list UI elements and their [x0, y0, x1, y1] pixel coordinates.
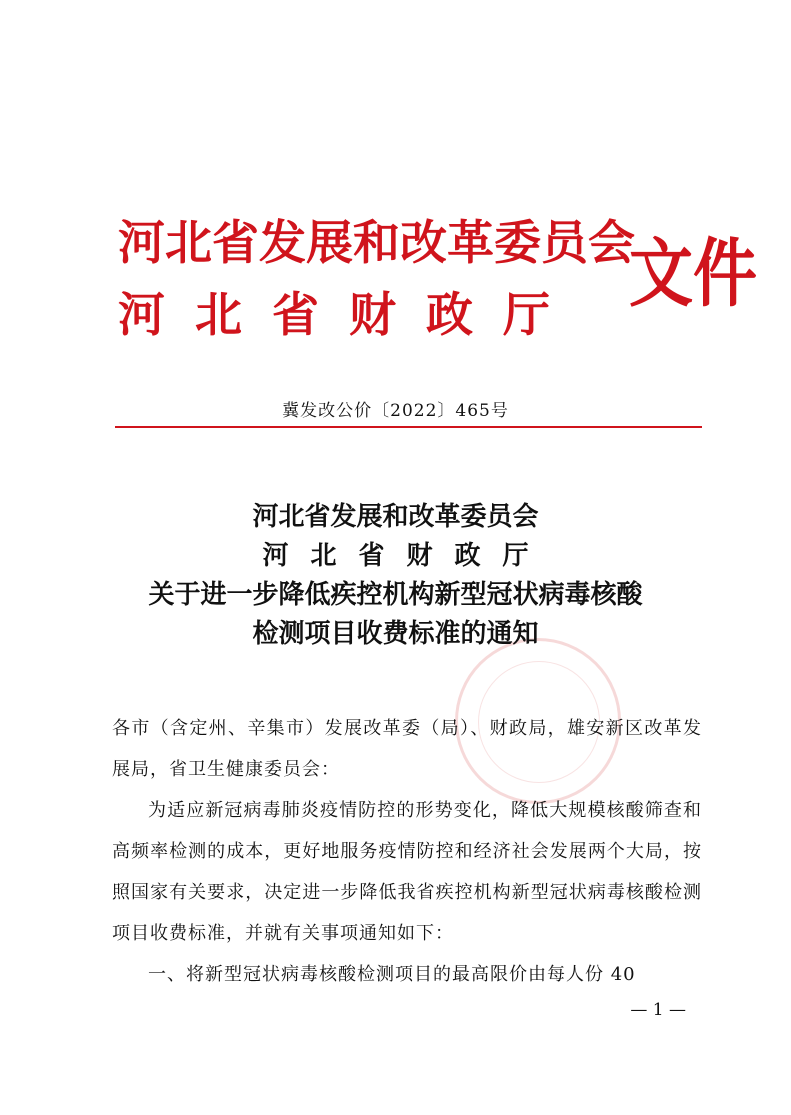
document-number: 冀发改公价〔2022〕465号 — [282, 401, 509, 421]
body-paragraph-1: 为适应新冠病毒肺炎疫情防控的形势变化，降低大规模核酸筛查和高频率检测的成本，更好地服务疫情防控和经济社会发展两个大局，按照国家有关要求，决定进一步降低我省疾控机构新型冠状病毒核酸检测项目收费标准，并就有关事项通知如下： — [112, 800, 702, 944]
title-line-3: 关于进一步降低疾控机构新型冠状病毒核酸 — [148, 580, 643, 610]
document-type-label: 文件 — [629, 232, 757, 318]
addressee-line: 各市（含定州、辛集市）发展改革委（局）、财政局，雄安新区改革发展局，省卫生健康委员会： — [112, 718, 702, 780]
document-body — [112, 708, 702, 995]
title-line-1: 河北省发展和改革委员会 — [252, 502, 539, 532]
document-header — [118, 210, 757, 350]
title-line-2: 河北省财政厅 — [262, 541, 551, 571]
title-line-4: 检测项目收费标准的通知 — [252, 619, 539, 649]
issuing-org-line-1: 河北省发展和改革委员会 — [118, 216, 635, 271]
document-title — [0, 498, 791, 654]
issuing-org-line-2: 河北省财政厅 — [118, 288, 580, 343]
red-divider-line — [115, 426, 702, 428]
body-paragraph-2: 一、将新型冠状病毒核酸检测项目的最高限价由每人份 40 — [148, 964, 636, 985]
page-number: — 1 — — [630, 1000, 686, 1020]
